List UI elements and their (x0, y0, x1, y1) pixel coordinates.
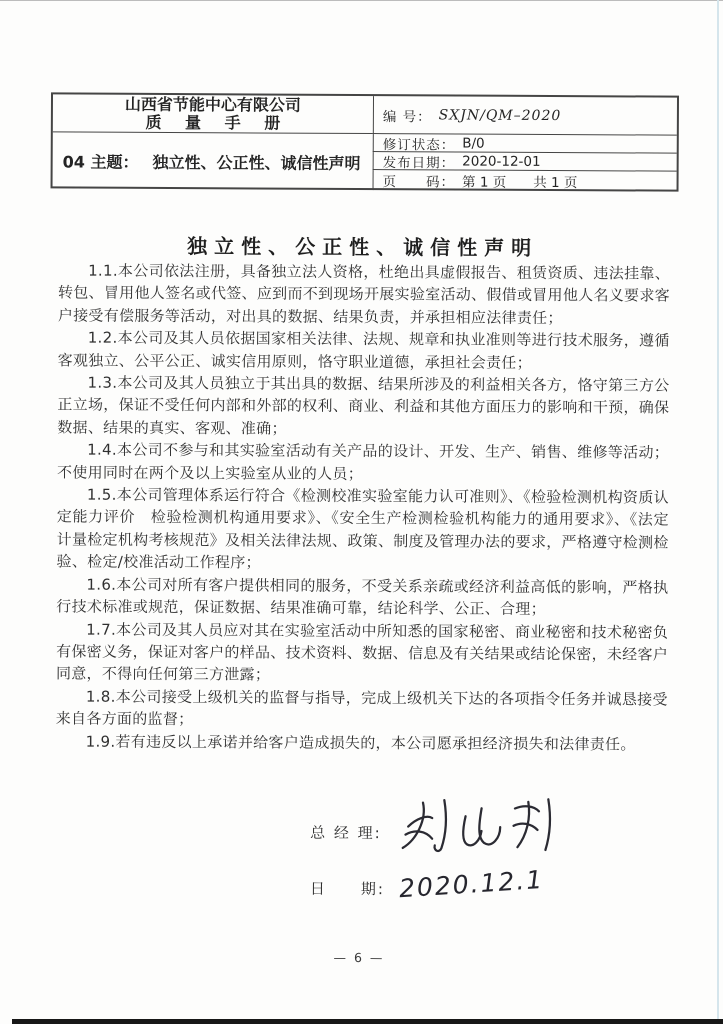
doc-number-value: SXJN/QM–2020 (438, 106, 562, 124)
page-number-label: 页 码： (382, 174, 456, 191)
paragraph-1-3: 1.3.本公司及其人员独立于其出具的数据、结果所涉及的利益相关各方，恪守第三方公正立场，保证不受任何内部和外部的权利、商业、利益和其他方面压力的影响和干预，确保数据、结果的真实、客观、准确； (57, 373, 670, 438)
subject-title: 独立性、公正性、诚信性声明 (152, 152, 361, 173)
subject-cell (53, 132, 373, 190)
page-number-value: 第 1 页 共 1 页 (462, 174, 578, 192)
footer-page-number: — 6 — (333, 949, 385, 966)
paragraph-1-6: 1.6.本公司对所有客户提供相同的服务，不受关系亲疏或经济利益高低的影响，严格执行技术标准或规范，保证数据、结果准确可靠，结论科学、公正、合理； (56, 575, 669, 619)
issue-date-label: 发布日期： (382, 154, 456, 171)
date-row (310, 860, 650, 918)
issue-date-cell (373, 152, 677, 172)
manager-label: 总 经 理: (310, 823, 382, 842)
scan-edge-top (0, 0, 723, 1)
signature-block (310, 804, 651, 918)
issue-date-value: 2020-12-01 (462, 153, 541, 170)
page-number-cell (373, 170, 677, 192)
scan-edge-right (717, 0, 719, 1024)
scan-edge-bottom (12, 1019, 723, 1024)
company-name: 山西省节能中心有限公司 (124, 94, 302, 115)
manager-signature (396, 793, 556, 858)
company-cell (53, 94, 373, 134)
doc-number-label: 编 号： (382, 108, 432, 125)
paragraph-1-7: 1.7.本公司及其人员应对其在实验室活动中所知悉的国家秘密、商业秘密和技术秘密负有保密义务，保证对客户的样品、技术资料、数据、信息及有关结果或结论保密，未经客户同意，不得向任何第三方泄露； (55, 620, 669, 684)
paragraph-1-9: 1.9.若有违反以上承诺并给客户造成损失的，本公司愿承担经济损失和法律责任。 (85, 732, 636, 753)
date-label: 日 期: (309, 879, 385, 898)
revision-status-value: B/0 (462, 135, 485, 152)
manager-signature-row (310, 804, 650, 862)
paragraph-1-8: 1.8.本公司接受上级机关的监督与指导，完成上级机关下达的各项指令任务并诚恳接受来自各方面的监督； (55, 687, 668, 729)
paragraph-1-1: 1.1.本公司依法注册，具备独立法人资格，杜绝出具虚假报告、租赁资质、违法挂靠、转包、冒用他人签名或代签、应到而不到现场开展实验室活动、假借或冒用他人名义要求客户接受有偿服务等活动，对出具的数据、结果负责，并承担相应法律责任； (57, 261, 671, 327)
header-table (51, 92, 679, 191)
paragraph-1-5: 1.5.本公司管理体系运行符合《检测校准实验室能力认可准则》、《检验检测机构资质认定能力评价 检验检测机构通用要求》、《安全生产检测检验机构能力的通用要求》、《法定计量检定机构考核规范》及相关法律法规、政策、制度及管理办法的要求，严格遵守检测检验、检定/校准活动工作程序； (56, 485, 669, 572)
document-title: 独立性、公正性、诚信性声明 (187, 234, 539, 260)
revision-status-label: 修订状态： (382, 136, 456, 153)
paragraph-1-4: 1.4.本公司不参与和其实验室活动有关产品的设计、开发、生产、销售、维修等活动；不使用同时在两个及以上实验室从业的人员； (56, 440, 670, 483)
declaration-body (56, 259, 671, 755)
manual-title: 质 量 手 册 (145, 112, 290, 133)
subject-label: 04 主题： (62, 151, 139, 172)
handwritten-date: 2020.12.1 (398, 864, 545, 903)
doc-number-cell (373, 96, 677, 136)
paragraph-1-2: 1.2.本公司及其人员依据国家相关法律、法规、规章和执业准则等进行技术服务，遵循客观独立、公平公正、诚实信用原则，恪守职业道德，承担社会责任； (57, 328, 670, 372)
